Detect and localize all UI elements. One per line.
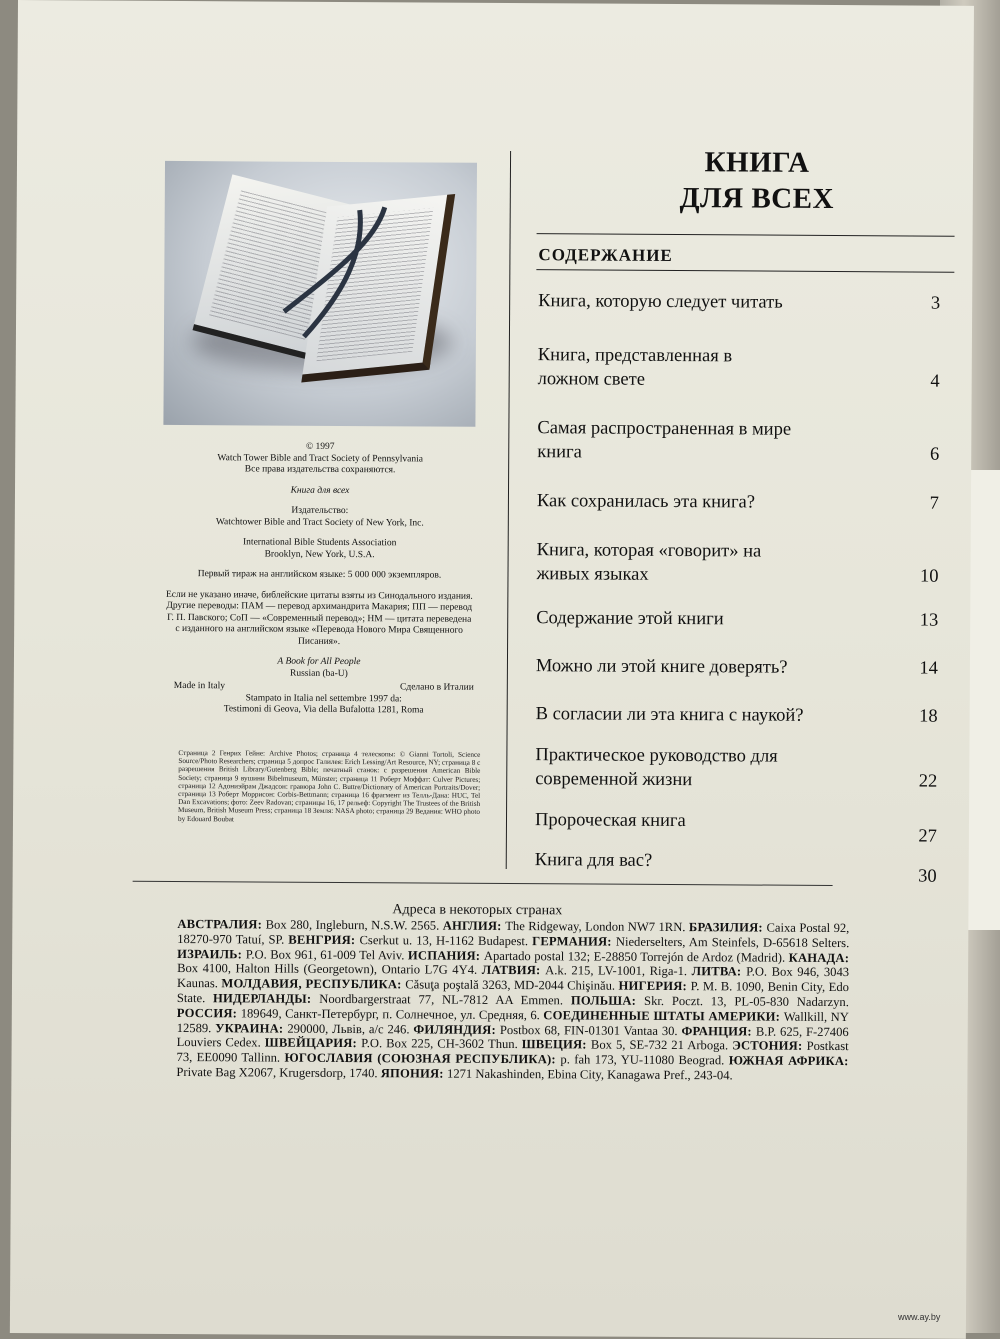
stampato: Stampato in Italia nel settembre 1997 da:: [245, 693, 402, 705]
toc-entry-page: 3: [930, 293, 941, 314]
address-country: МОЛДАВИЯ, РЕСПУБЛИКА:: [221, 976, 406, 992]
adjacent-page: [968, 470, 1000, 930]
watermark: www.ay.by: [898, 1312, 941, 1322]
address-text: 189649, Санкт-Петербург, п. Солнечное, ул. Средняя, 6.: [240, 1006, 544, 1023]
addresses-list: [176, 917, 849, 1084]
toc-entry: [536, 702, 946, 729]
address-country: ЮЖНАЯ АФРИКА:: [728, 1053, 849, 1069]
toc-entry-title: Содержание этой книги: [536, 608, 724, 630]
toc-entry-title: Практическое руководство для современной жизни: [535, 745, 778, 791]
address-country: КАНАДА:: [788, 950, 850, 965]
printer-address: Testimoni di Geova, Via della Bufalotta 1281, Roma: [223, 704, 424, 716]
address-text: The Ridgeway, London NW7 1RN.: [505, 918, 689, 935]
address-text: Postkast 73, EE0090 Tallinn.: [176, 1039, 849, 1065]
address-text: P. M. B. 1090, Benin City, Edo State.: [176, 979, 850, 1006]
address-country: ЭСТОНИЯ:: [732, 1038, 807, 1054]
address-country: СОЕДИНЕННЫЕ ШТАТЫ АМЕРИКИ:: [543, 1008, 784, 1024]
rights-notice: Все права издательства сохраняются.: [244, 464, 396, 476]
imprint-block: [164, 441, 476, 690]
address-country: ШВЕЙЦАРИЯ:: [264, 1035, 362, 1051]
address-country: НИДЕРЛАНДЫ:: [213, 991, 320, 1006]
toc-entry: [537, 489, 947, 516]
address-country: РОССИЯ:: [176, 1005, 241, 1021]
address-country: ВЕНГРИЯ:: [288, 932, 360, 947]
address-country: УКРАИНА:: [215, 1020, 288, 1036]
addresses-title: Адреса в некоторых странах: [392, 902, 563, 919]
address-country: ЮГОСЛАВИЯ (СОЮЗНАЯ РЕСПУБЛИКА):: [284, 1050, 561, 1067]
address-text: Caixa Postal 92, 18270-970 Tatuí, SP.: [177, 920, 850, 947]
address-text: Căsuţa poştală 3263, MD-2044 Chişinău.: [405, 977, 619, 993]
toc-entry-title: Можно ли этой книге доверять?: [535, 656, 788, 678]
russian-title: Книга для всех: [290, 485, 350, 496]
toc-entry-title: Книга для вас?: [534, 850, 653, 871]
address-country: БРАЗИЛИЯ:: [688, 920, 767, 935]
title-line-1: КНИГА: [704, 146, 810, 179]
publisher-name: Watchtower Bible and Tract Society of New York, Inc.: [215, 516, 424, 528]
address-text: Apartado postal 132; E-28850 Torrejón de Ardoz (Madrid).: [483, 948, 789, 965]
address-text: Wallkill, NY 12589.: [176, 1009, 849, 1035]
bookmark-ribbon-icon: [264, 202, 395, 353]
address-country: ПОЛЬША:: [570, 993, 645, 1008]
publisher-label: Издательство:: [291, 505, 349, 517]
publisher-city: Brooklyn, New York, U.S.A.: [264, 549, 375, 560]
toc-entry-title: Самая распространенная в мире книга: [537, 418, 792, 463]
address-text: Box 5, SE-732 21 Arboga.: [590, 1037, 733, 1053]
toc-entry-title: Пророческая книга: [534, 810, 686, 832]
toc-entry: [537, 416, 947, 467]
toc-entry-page: 13: [919, 610, 939, 631]
toc-entry: [536, 606, 946, 633]
toc-entry-page: 10: [919, 566, 939, 587]
address-country: ФИЛЯНДИЯ:: [413, 1022, 500, 1037]
address-text: Box 4100, Halton Hills (Georgetown), Ontario L7G 4Y4.: [177, 961, 482, 978]
address-country: ЛИТВА:: [691, 964, 747, 979]
address-text: Private Bag X2067, Krugersdorp, 1740.: [176, 1064, 381, 1081]
address-text: 1271 Nakashinden, Ebina City, Kanagawa Pref., 243-04.: [447, 1066, 733, 1083]
toc-top-rule: [537, 233, 955, 237]
toc-entry-title: Книга, которая «говорит» на живых языках: [536, 540, 762, 585]
address-country: ГЕРМАНИЯ:: [532, 933, 616, 949]
address-country: ШВЕЦИЯ:: [521, 1037, 591, 1052]
address-text: P.O. Box 225, CH-3602 Thun.: [361, 1036, 522, 1052]
association-name: International Bible Students Association: [243, 537, 397, 549]
translations-note: Если не указано иначе, библейские цитаты взяты из Синодального издания. Другие переводы: ПАМ — перевод архимандрита Макария; ПП — перевод Г. П. Павского; СоП — «Современный перевод»; НМ — цитата переведена с изданного на английском языке «Перевода Нового Мира Священного Писания».: [165, 589, 473, 647]
toc-entry: [534, 848, 945, 887]
toc-entry-title: Книга, представленная в ложном свете: [537, 345, 733, 390]
column-divider: [506, 151, 511, 869]
contents-heading: СОДЕРЖАНИЕ: [538, 245, 673, 266]
toc-head-rule: [536, 269, 954, 273]
address-country: АНГЛИЯ:: [442, 918, 506, 933]
address-country: ЯПОНИЯ:: [380, 1066, 448, 1081]
address-country: ЛАТВИЯ:: [481, 963, 546, 978]
address-country: АВСТРАЛИЯ:: [177, 916, 266, 932]
address-text: 290000, Львiв, а/с 246.: [287, 1021, 414, 1037]
made-in: Made in Italy: [173, 680, 226, 692]
toc-entry-page: 30: [918, 866, 937, 887]
toc-entry-page: 4: [930, 371, 940, 392]
address-text: B.P. 625, F-27406 Louviers Cedex.: [176, 1024, 849, 1050]
address-country: НИГЕРИЯ:: [618, 978, 691, 994]
address-text: A.k. 215, LV-1001, Riga-1.: [545, 963, 692, 979]
language-code: Russian (bа-U): [289, 668, 348, 679]
address-country: ИСПАНИЯ:: [407, 947, 484, 963]
toc-entry-title: Как сохранилась эта книга?: [536, 491, 756, 513]
address-country: ИЗРАИЛЬ:: [177, 946, 246, 962]
address-text: Noordbargerstraat 77, NL-7812 AA Emmen.: [319, 991, 571, 1008]
society-name: Watch Tower Bible and Tract Society of Pennsylvania: [217, 452, 423, 464]
toc-entry-title: В согласии ли эта книга с наукой?: [535, 704, 804, 726]
address-text: Postbox 68, FIN-01301 Vantaa 30.: [499, 1022, 682, 1038]
printing-info: [174, 681, 474, 717]
title-line-2: ДЛЯ ВСЕХ: [679, 182, 835, 215]
address-country: ФРАНЦИЯ:: [681, 1023, 756, 1039]
toc-entry: [536, 538, 946, 589]
address-text: Skr. Poczt. 13, PL-05-830 Nadarzyn.: [644, 993, 849, 1010]
document-page: [10, 0, 974, 1339]
toc-entry-page: 27: [918, 826, 937, 847]
print-run: Первый тираж на английском языке: 5 000 000 экземпляров.: [197, 569, 442, 581]
toc-entry: [538, 343, 948, 394]
toc-entry-title: Книга, которую следует читать: [538, 291, 783, 313]
address-text: P.O. Box 961, 61-009 Tel Aviv.: [245, 947, 408, 962]
toc-entry: [536, 654, 946, 681]
address-text: Niederselters, Am Steinfels, D-65618 Selters.: [615, 934, 850, 950]
toc-entry: [535, 743, 945, 794]
made-in-ru: Сделано в Италии: [400, 682, 474, 693]
toc-entry: [534, 808, 945, 847]
section-divider: [133, 881, 833, 886]
toc-entry-page: 6: [929, 444, 940, 465]
photo-credits: Страница 2 Генрих Гейне: Archive Photos; страница 4 телескопы: © Gianni Tortoli, Science Source/Photo Researchers; страница 5 допрос Галилея: Erich Lessing/Art Resource, NY; страница 8 с разрешения British Library/Gutenberg Bible; печатный станок: с разрешения American Bible Society; страница 9 вушини Bibelmuseum, Münster; страница 11 Роберт Моффат: Culver Pictures; страница 12 Адониэйрам Джадсон: гравюра John C. Buttre/Dictionary of American Portraits/Dover; страница 13 Роберт Моррисон: Corbis-Bettmann; страница 16 фрагмент из Телль-Дана: HUC, Tel Dan Excavations; фото: Zeev Radovan; страницы 16, 17 рельеф: Copyright The Trustees of the British Museum, British Museum Press; страница 18 Земля: NASA photo; страница 29 Ведания: WHO photo by Edouard Boubat: [177, 748, 481, 823]
toc-entry-page: 14: [919, 658, 938, 679]
english-title: A Book for All People: [277, 656, 361, 668]
address-text: Box 280, Ingleburn, N.S.W. 2565.: [265, 917, 443, 933]
toc-entry-page: 22: [918, 771, 938, 792]
copyright: © 1997: [305, 441, 335, 452]
toc-entry-page: 18: [919, 706, 938, 727]
address-text: P.O. Box 946, 3043 Kaunas.: [176, 964, 850, 991]
address-text: Cserkut u. 13, H-1162 Budapest.: [359, 932, 533, 948]
page-title: [647, 144, 867, 217]
toc-entry: [538, 289, 948, 316]
open-bible-photo: [163, 161, 477, 427]
toc-entry-page: 7: [929, 493, 940, 514]
address-text: p. fah 173, YU-11080 Beograd.: [560, 1052, 729, 1068]
